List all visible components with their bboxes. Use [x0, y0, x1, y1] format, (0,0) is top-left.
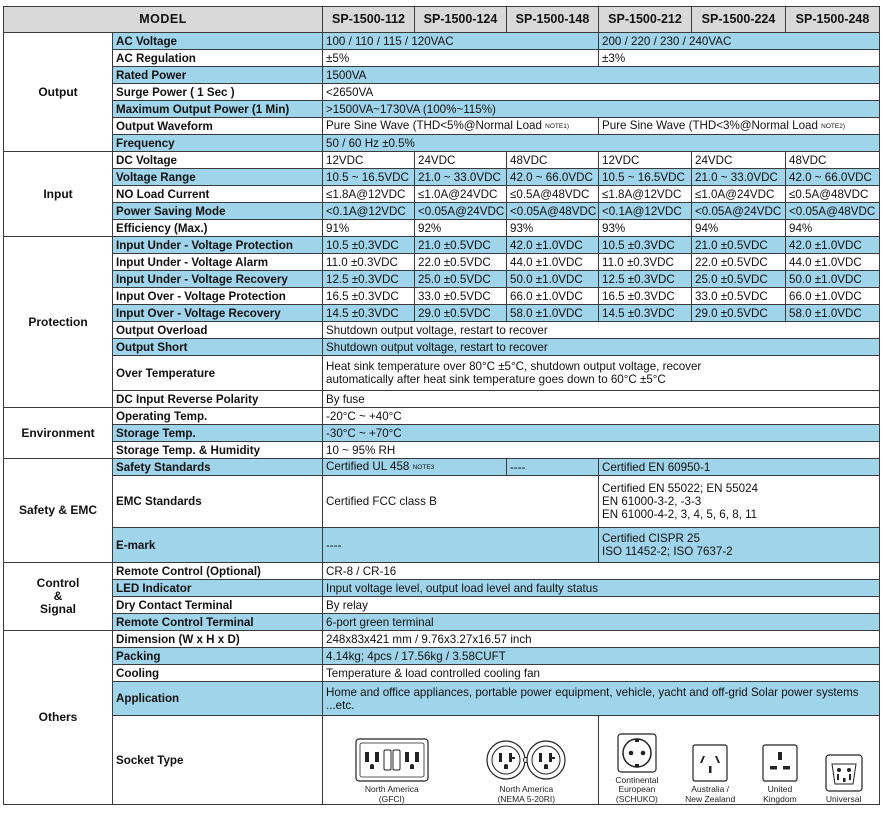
- row-over-temperature: [4, 356, 880, 391]
- cell-value: 21.0 ~ 33.0VDC: [692, 169, 786, 186]
- row-label: LED Indicator: [113, 580, 323, 597]
- spec-table: [3, 6, 880, 805]
- cell-value: 58.0 ±1.0VDC: [786, 305, 880, 322]
- cell-value: 91%: [323, 220, 415, 237]
- cell-value: ±3%: [599, 50, 880, 67]
- cell-value: 42.0 ~ 66.0VDC: [786, 169, 880, 186]
- row-label: Power Saving Mode: [113, 203, 323, 220]
- uk-socket-icon: [762, 744, 798, 782]
- schuko-socket-icon: [617, 733, 657, 773]
- row-label: Packing: [113, 648, 323, 665]
- cell-value: 92%: [415, 220, 507, 237]
- socket-cell-na: [323, 716, 599, 805]
- cell-value: <0.1A@12VDC: [323, 203, 415, 220]
- category-protection: Protection: [4, 237, 113, 408]
- row-no-load: [4, 186, 880, 203]
- row-remote-terminal: [4, 614, 880, 631]
- cell-value: [323, 118, 599, 135]
- row-led-indicator: [4, 580, 880, 597]
- cell-value: Heat sink temperature over 80°C ±5°C, shutdown output voltage, recover automatically after heat sink temperature goes down to 60°C ±5°C: [323, 356, 880, 391]
- cell-value: 200 / 220 / 230 / 240VAC: [599, 33, 880, 50]
- cell-value: Certified EN 60950-1: [599, 459, 880, 476]
- cell-value: 50.0 ±1.0VDC: [786, 271, 880, 288]
- cell-value: ≤1.0A@24VDC: [692, 186, 786, 203]
- category-others: Others: [4, 631, 113, 805]
- cell-value: 12VDC: [599, 152, 692, 169]
- uk-socket: [762, 744, 798, 804]
- nema-socket: [486, 738, 566, 804]
- category-environment: Environment: [4, 408, 113, 459]
- gfci-socket: [355, 738, 429, 804]
- row-emc-standards: [4, 476, 880, 528]
- cell-value: 10 ~ 95% RH: [323, 442, 880, 459]
- cell-value: 42.0 ±1.0VDC: [507, 237, 599, 254]
- cell-value: 66.0 ±1.0VDC: [507, 288, 599, 305]
- row-operating-temp: [4, 408, 880, 425]
- cell-value: 22.0 ±0.5VDC: [415, 254, 507, 271]
- category-control: Control & Signal: [4, 563, 113, 631]
- row-label: Remote Control (Optional): [113, 563, 323, 580]
- socket-caption: North America (NEMA 5-20RI): [497, 784, 556, 804]
- cell-value: 48VDC: [786, 152, 880, 169]
- category-safety: Safety & EMC: [4, 459, 113, 563]
- row-cooling: [4, 665, 880, 682]
- cell-value: >1500VA~1730VA (100%~115%): [323, 101, 880, 118]
- cell-value: 48VDC: [507, 152, 599, 169]
- au-socket-icon: [692, 744, 728, 782]
- cell-value: 93%: [599, 220, 692, 237]
- row-label: Input Under - Voltage Alarm: [113, 254, 323, 271]
- row-reverse-polarity: [4, 391, 880, 408]
- cell-value: ≤0.5A@48VDC: [507, 186, 599, 203]
- cell-value: 22.0 ±0.5VDC: [692, 254, 786, 271]
- row-label: Input Over - Voltage Recovery: [113, 305, 323, 322]
- cell-value: 12VDC: [323, 152, 415, 169]
- cell-value: 12.5 ±0.3VDC: [323, 271, 415, 288]
- cell-value: 29.0 ±0.5VDC: [415, 305, 507, 322]
- cell-value: 21.0 ~ 33.0VDC: [415, 169, 507, 186]
- row-waveform: [4, 118, 880, 135]
- cell-value: ±5%: [323, 50, 599, 67]
- cell-value: ≤1.8A@12VDC: [323, 186, 415, 203]
- socket-cell-intl: [599, 716, 880, 805]
- row-label: Efficiency (Max.): [113, 220, 323, 237]
- safety-text: Certified UL 458: [326, 459, 413, 473]
- row-output-short: [4, 339, 880, 356]
- row-label: Maximum Output Power (1 Min): [113, 101, 323, 118]
- waveform-text: Pure Sine Wave (THD<5%@Normal Load: [326, 118, 546, 132]
- row-voltage-range: [4, 169, 880, 186]
- row-label: Frequency: [113, 135, 323, 152]
- row-socket-type: [4, 716, 880, 805]
- row-label: Application: [113, 682, 323, 716]
- cell-value: 21.0 ±0.5VDC: [692, 237, 786, 254]
- waveform-text: Pure Sine Wave (THD<3%@Normal Load: [602, 118, 822, 132]
- cell-value: 24VDC: [692, 152, 786, 169]
- cell-value: 33.0 ±0.5VDC: [692, 288, 786, 305]
- row-label: Cooling: [113, 665, 323, 682]
- cell-value: ≤0.5A@48VDC: [786, 186, 880, 203]
- cell-value: <2650VA: [323, 84, 880, 101]
- category-output: Output: [4, 33, 113, 152]
- socket-caption: Universal: [825, 793, 862, 804]
- row-label: Dimension (W x H x D): [113, 631, 323, 648]
- row-label: Operating Temp.: [113, 408, 323, 425]
- row-ov-protection: [4, 288, 880, 305]
- cell-value: 16.5 ±0.3VDC: [599, 288, 692, 305]
- row-label: Safety Standards: [113, 459, 323, 476]
- header-row: [4, 7, 880, 33]
- row-label: Input Under - Voltage Protection: [113, 237, 323, 254]
- cell-value: 42.0 ±1.0VDC: [786, 237, 880, 254]
- cell-value: By fuse: [323, 391, 880, 408]
- row-label: Input Under - Voltage Recovery: [113, 271, 323, 288]
- cell-value: <0.05A@24VDC: [692, 203, 786, 220]
- model-col-1: SP-1500-112: [323, 7, 415, 33]
- universal-socket: [825, 754, 863, 805]
- row-dc-voltage: [4, 152, 880, 169]
- cell-value: 50.0 ±1.0VDC: [507, 271, 599, 288]
- cell-value: 12.5 ±0.3VDC: [599, 271, 692, 288]
- note-ref: NOTE1): [545, 122, 570, 130]
- nema-socket-icon: [486, 738, 566, 782]
- socket-caption: Australia / New Zealand: [685, 784, 736, 804]
- cell-value: 58.0 ±1.0VDC: [507, 305, 599, 322]
- cell-value: -30°C ~ +70°C: [323, 425, 880, 442]
- cell-value: 248x83x421 mm / 9.76x3.27x16.57 inch: [323, 631, 880, 648]
- gfci-socket-icon: [355, 738, 429, 782]
- row-label: Voltage Range: [113, 169, 323, 186]
- cell-value: 44.0 ±1.0VDC: [786, 254, 880, 271]
- row-label: Socket Type: [113, 716, 323, 805]
- cell-value: 94%: [786, 220, 880, 237]
- row-ov-recovery: [4, 305, 880, 322]
- model-col-4: SP-1500-212: [599, 7, 692, 33]
- row-power-saving: [4, 203, 880, 220]
- cell-value: ≤1.8A@12VDC: [599, 186, 692, 203]
- row-label: Output Waveform: [113, 118, 323, 135]
- cell-value: 29.0 ±0.5VDC: [692, 305, 786, 322]
- row-label: AC Regulation: [113, 50, 323, 67]
- row-label: AC Voltage: [113, 33, 323, 50]
- row-safety-standards: [4, 459, 880, 476]
- cell-value: 25.0 ±0.5VDC: [415, 271, 507, 288]
- socket-caption: North America (GFCI): [364, 784, 419, 804]
- row-ac-regulation: [4, 50, 880, 67]
- schuko-socket: [615, 733, 658, 805]
- cell-value: -20°C ~ +40°C: [323, 408, 880, 425]
- model-col-6: SP-1500-248: [786, 7, 880, 33]
- category-input: Input: [4, 152, 113, 237]
- row-label: DC Input Reverse Polarity: [113, 391, 323, 408]
- model-col-5: SP-1500-224: [692, 7, 786, 33]
- cell-value: <0.05A@48VDC: [507, 203, 599, 220]
- row-label: Rated Power: [113, 67, 323, 84]
- cell-value: 50 / 60 Hz ±0.5%: [323, 135, 880, 152]
- cell-value: 10.5 ±0.3VDC: [599, 237, 692, 254]
- row-uv-protection: [4, 237, 880, 254]
- universal-socket-icon: [825, 754, 863, 792]
- row-dry-contact: [4, 597, 880, 614]
- row-application: [4, 682, 880, 716]
- cell-value: ----: [323, 528, 599, 563]
- cell-value: Certified FCC class B: [323, 476, 599, 528]
- row-rated-power: [4, 67, 880, 84]
- row-emark: [4, 528, 880, 563]
- cell-value: 66.0 ±1.0VDC: [786, 288, 880, 305]
- row-label: Output Overload: [113, 322, 323, 339]
- cell-value: ≤1.0A@24VDC: [415, 186, 507, 203]
- cell-value: Temperature & load controlled cooling fan: [323, 665, 880, 682]
- row-packing: [4, 648, 880, 665]
- cell-value: 93%: [507, 220, 599, 237]
- cell-value: 24VDC: [415, 152, 507, 169]
- cell-value: 10.5 ~ 16.5VDC: [323, 169, 415, 186]
- cell-value: Certified CISPR 25 ISO 11452-2; ISO 7637-2: [599, 528, 880, 563]
- row-label: E-mark: [113, 528, 323, 563]
- cell-value: [599, 118, 880, 135]
- cell-value: CR-8 / CR-16: [323, 563, 880, 580]
- row-surge-power: [4, 84, 880, 101]
- socket-caption: Continental European (SCHUKO): [615, 774, 659, 804]
- model-col-2: SP-1500-124: [415, 7, 507, 33]
- row-label: Surge Power ( 1 Sec ): [113, 84, 323, 101]
- cell-value: By relay: [323, 597, 880, 614]
- au-socket: [685, 744, 735, 804]
- model-header: MODEL: [4, 7, 323, 33]
- cell-value: Certified EN 55022; EN 55024 EN 61000-3-2, -3-3 EN 61000-4-2, 3, 4, 5, 6, 8, 11: [599, 476, 880, 528]
- cell-value: 44.0 ±1.0VDC: [507, 254, 599, 271]
- note-ref: NOTE2): [821, 122, 846, 130]
- cell-value: Shutdown output voltage, restart to recover: [323, 322, 880, 339]
- cell-value: 14.5 ±0.3VDC: [323, 305, 415, 322]
- row-dimension: [4, 631, 880, 648]
- model-col-3: SP-1500-148: [507, 7, 599, 33]
- cell-value: 14.5 ±0.3VDC: [599, 305, 692, 322]
- cell-value: <0.05A@24VDC: [415, 203, 507, 220]
- cell-value: Home and office appliances, portable power equipment, vehicle, yacht and off-grid Solar power systems ...etc.: [323, 682, 880, 716]
- cell-value: 1500VA: [323, 67, 880, 84]
- cell-value: Shutdown output voltage, restart to recover: [323, 339, 880, 356]
- cell-value: 11.0 ±0.3VDC: [323, 254, 415, 271]
- row-label: Storage Temp. & Humidity: [113, 442, 323, 459]
- cell-value: 16.5 ±0.3VDC: [323, 288, 415, 305]
- cell-value: 6-port green terminal: [323, 614, 880, 631]
- row-ac-voltage: [4, 33, 880, 50]
- row-storage-humidity: [4, 442, 880, 459]
- row-storage-temp: [4, 425, 880, 442]
- cell-value: 10.5 ~ 16.5VDC: [599, 169, 692, 186]
- socket-caption: United Kingdom: [763, 784, 797, 804]
- row-efficiency: [4, 220, 880, 237]
- cell-value: 11.0 ±0.3VDC: [599, 254, 692, 271]
- row-frequency: [4, 135, 880, 152]
- cell-value: ----: [507, 459, 599, 476]
- cell-value: 10.5 ±0.3VDC: [323, 237, 415, 254]
- row-label: EMC Standards: [113, 476, 323, 528]
- row-label: Over Temperature: [113, 356, 323, 391]
- cell-value: 25.0 ±0.5VDC: [692, 271, 786, 288]
- cell-value: 33.0 ±0.5VDC: [415, 288, 507, 305]
- cell-value: <0.05A@48VDC: [786, 203, 880, 220]
- row-label: Output Short: [113, 339, 323, 356]
- row-label: DC Voltage: [113, 152, 323, 169]
- row-uv-recovery: [4, 271, 880, 288]
- cell-value: 42.0 ~ 66.0VDC: [507, 169, 599, 186]
- row-label: Storage Temp.: [113, 425, 323, 442]
- cell-value: Input voltage level, output load level and faulty status: [323, 580, 880, 597]
- note-ref: NOTE3: [412, 463, 435, 471]
- row-label: Remote Control Terminal: [113, 614, 323, 631]
- row-remote-control: [4, 563, 880, 580]
- row-output-overload: [4, 322, 880, 339]
- cell-value: 21.0 ±0.5VDC: [415, 237, 507, 254]
- row-uv-alarm: [4, 254, 880, 271]
- row-label: NO Load Current: [113, 186, 323, 203]
- cell-value: [323, 459, 507, 476]
- row-label: Input Over - Voltage Protection: [113, 288, 323, 305]
- cell-value: 94%: [692, 220, 786, 237]
- cell-value: <0.1A@12VDC: [599, 203, 692, 220]
- cell-value: 4.14kg; 4pcs / 17.56kg / 3.58CUFT: [323, 648, 880, 665]
- row-label: Dry Contact Terminal: [113, 597, 323, 614]
- row-max-output: [4, 101, 880, 118]
- cell-value: 100 / 110 / 115 / 120VAC: [323, 33, 599, 50]
